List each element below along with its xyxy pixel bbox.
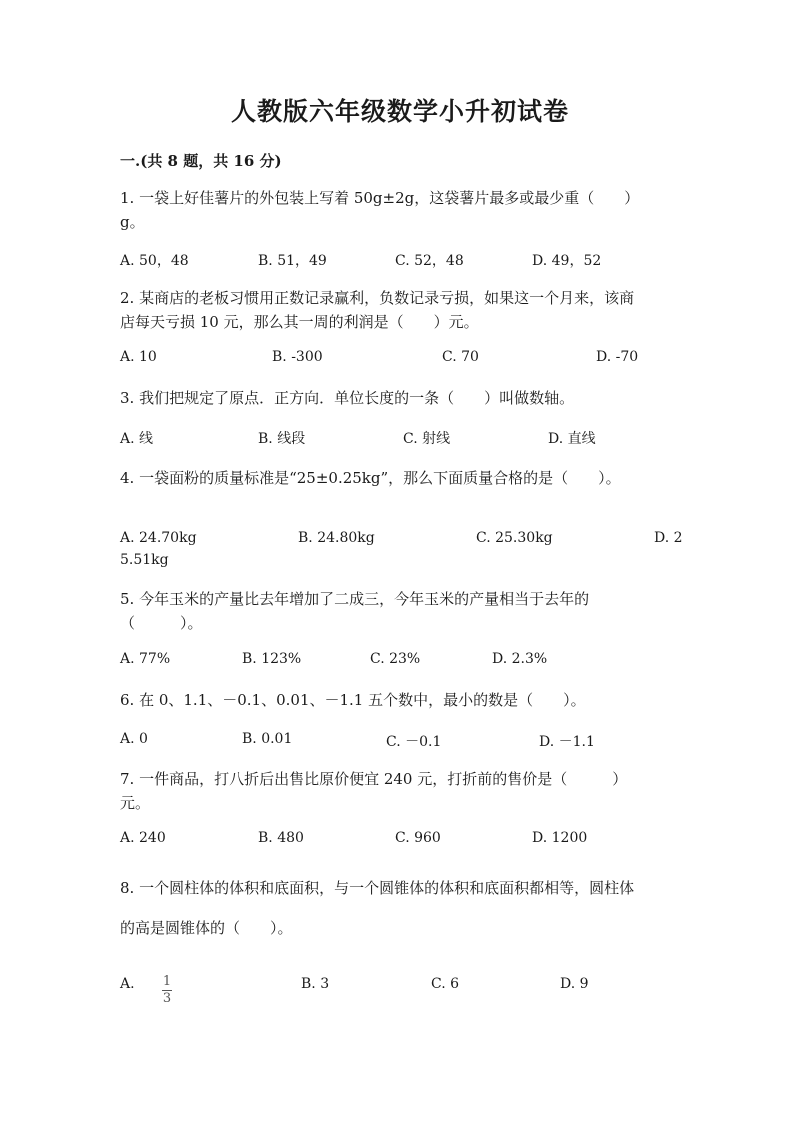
- q3-option-d: D. 直线: [548, 431, 596, 447]
- page-title: 人教版六年级数学小升初试卷: [230, 97, 569, 126]
- question-5-line1: 5. 今年玉米的产量比去年增加了二成三，今年玉米的产量相当于去年的: [120, 590, 590, 608]
- q1-option-c: C. 52，48: [395, 253, 464, 269]
- q8-option-b: B. 3: [301, 976, 330, 992]
- question-2-line2: 店每天亏损 10 元，那么其一周的利润是（ ）元。: [120, 313, 479, 331]
- question-8: [120, 868, 680, 948]
- q3-option-b: B. 线段: [258, 431, 306, 447]
- question-2: [120, 286, 680, 334]
- q4-option-d-wrap: 5.51kg: [120, 552, 169, 568]
- question-6-line1: 6. 在 0、1.1、－0.1、0.01、－1.1 五个数中，最小的数是（ ）。: [120, 691, 586, 709]
- q2-option-b: B. -300: [272, 349, 323, 365]
- question-1-line2: g。: [120, 213, 145, 231]
- q3-option-a: A. 线: [120, 431, 154, 447]
- q1-option-a: A. 50，48: [120, 253, 189, 269]
- question-8-line2: 的高是圆锥体的（ ）。: [120, 919, 293, 937]
- q1-option-d: D. 49，52: [532, 253, 602, 269]
- section-heading: 一.(共 8 题，共 16 分): [120, 152, 282, 170]
- q4-option-a: A. 24.70kg: [120, 530, 197, 546]
- q2-option-a: A. 10: [120, 349, 157, 365]
- q4-option-b: B. 24.80kg: [298, 530, 375, 546]
- question-6: [120, 688, 680, 712]
- q7-option-b: B. 480: [258, 830, 304, 846]
- question-7-line1: 7. 一件商品，打八折后出售比原价便宜 240 元，打折前的售价是（ ）: [120, 770, 628, 788]
- question-1: [120, 186, 680, 234]
- question-4-line1: 4. 一袋面粉的质量标准是“25±0.25kg”，那么下面质量合格的是（ ）。: [120, 469, 621, 487]
- q6-option-c: C. －0.1: [386, 734, 442, 750]
- question-2-line1: 2. 某商店的老板习惯用正数记录赢利，负数记录亏损，如果这一个月来，该商: [120, 289, 635, 307]
- q2-option-c: C. 70: [442, 349, 479, 365]
- q1-option-b: B. 51，49: [258, 253, 327, 269]
- question-8-line1: 8. 一个圆柱体的体积和底面积，与一个圆锥体的体积和底面积都相等，圆柱体: [120, 879, 635, 897]
- q7-option-a: A. 240: [120, 830, 166, 846]
- q8-option-a: A.: [120, 976, 135, 992]
- q6-option-a: A. 0: [120, 731, 148, 747]
- q6-option-b: B. 0.01: [242, 731, 293, 747]
- q5-option-a: A. 77%: [120, 651, 171, 667]
- fraction-one-third: [162, 975, 172, 1006]
- q8-option-a-fraction: [162, 970, 172, 1006]
- q7-option-c: C. 960: [395, 830, 441, 846]
- q4-option-c: C. 25.30kg: [476, 530, 553, 546]
- question-4: [120, 466, 700, 490]
- q8-option-d: D. 9: [560, 976, 589, 992]
- question-7-line2: 元。: [120, 794, 151, 812]
- question-3-line1: 3. 我们把规定了原点．正方向．单位长度的一条（ ）叫做数轴。: [120, 389, 575, 407]
- q2-option-d: D. -70: [596, 349, 639, 365]
- question-5: [120, 587, 680, 635]
- q4-option-d: D. 2: [654, 530, 683, 546]
- question-7: [120, 767, 680, 815]
- q7-option-d: D. 1200: [532, 830, 588, 846]
- fraction-denominator: 3: [162, 991, 172, 1006]
- question-5-line2: （ ）。: [120, 614, 203, 632]
- question-1-line1: 1. 一袋上好佳薯片的外包装上写着 50g±2g，这袋薯片最多或最少重（ ）: [120, 189, 640, 207]
- q3-option-c: C. 射线: [403, 431, 451, 447]
- question-3: [120, 386, 680, 410]
- q8-option-c: C. 6: [431, 976, 460, 992]
- q5-option-c: C. 23%: [370, 651, 421, 667]
- q5-option-b: B. 123%: [242, 651, 302, 667]
- q5-option-d: D. 2.3%: [492, 651, 548, 667]
- fraction-numerator: 1: [162, 974, 172, 989]
- q6-option-d: D. －1.1: [539, 734, 595, 750]
